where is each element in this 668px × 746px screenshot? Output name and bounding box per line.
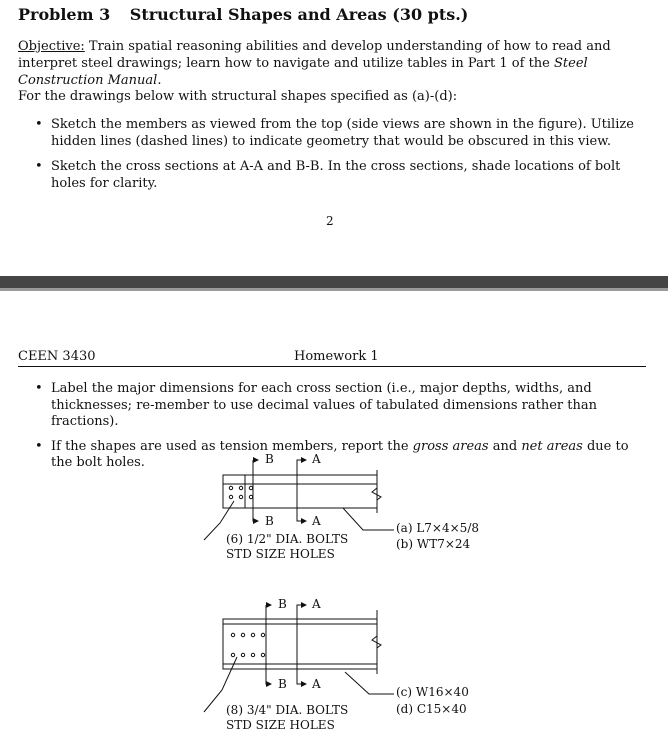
shape-d: (d) C15×40 bbox=[396, 702, 467, 716]
section-label-b: B bbox=[278, 677, 287, 691]
shape-a: (a) L7×4×5/8 bbox=[396, 521, 479, 535]
holes-spec-2: STD SIZE HOLES bbox=[226, 718, 335, 732]
bolt-hole bbox=[241, 653, 244, 656]
section-line-b-2 bbox=[266, 605, 271, 684]
objective-end: . bbox=[157, 73, 162, 88]
section-line-a-1 bbox=[297, 460, 306, 469]
bolt-hole bbox=[229, 495, 232, 498]
bullet-icon: • bbox=[35, 381, 43, 396]
section-label-a: A bbox=[312, 677, 321, 691]
section-label-a: A bbox=[312, 452, 321, 466]
bullet-icon: • bbox=[35, 159, 43, 174]
bullet-text-and: and bbox=[488, 438, 522, 454]
section-label-b: B bbox=[265, 452, 274, 466]
gross-areas-term: gross areas bbox=[412, 438, 489, 454]
objective-text: Train spatial reasoning abilities and develop understanding of how to read and interpret steel drawings; learn how to navigate and utilize tables in Part 1 of the bbox=[18, 39, 611, 71]
shape-leader-1 bbox=[343, 508, 394, 530]
section-label-a: A bbox=[312, 514, 321, 528]
bullet-text: Sketch the cross sections at A-A and B-B. In the cross sections, shade locations of bolt holes for clarity. bbox=[51, 159, 621, 191]
bolt-spec-1: (6) 1/2" DIA. BOLTS bbox=[226, 532, 349, 546]
bolt-hole bbox=[229, 486, 232, 489]
shape-leader-2 bbox=[345, 672, 394, 694]
bolt-hole bbox=[249, 486, 252, 489]
bolt-hole bbox=[231, 653, 234, 656]
page-number: 2 bbox=[326, 214, 334, 228]
problem-number: Problem 3 bbox=[18, 5, 111, 24]
holes-spec-1: STD SIZE HOLES bbox=[226, 547, 335, 561]
bolt-hole bbox=[249, 495, 252, 498]
bullet-icon: • bbox=[35, 117, 43, 132]
bolt-group-2 bbox=[231, 633, 264, 656]
section-label-a: A bbox=[312, 597, 321, 611]
assignment-name: Homework 1 bbox=[294, 349, 379, 364]
section-label-b: B bbox=[278, 597, 287, 611]
section-line-b-1 bbox=[253, 460, 258, 521]
bolt-hole bbox=[231, 633, 234, 636]
figure-1 bbox=[204, 460, 394, 540]
course-code: CEEN 3430 bbox=[18, 349, 96, 364]
problem-heading: Structural Shapes and Areas (30 pts.) bbox=[129, 5, 469, 24]
bolt-spec-2: (8) 3/4" DIA. BOLTS bbox=[226, 703, 349, 717]
section-label-b: B bbox=[265, 514, 274, 528]
bullet-text: Label the major dimensions for each cross section (i.e., major depths, widths, and thicknesses; re-member to use decimal values of tabulated dimensions rather than fractions). bbox=[51, 381, 597, 429]
shape-c: (c) W16×40 bbox=[396, 685, 469, 699]
bullet-icon: • bbox=[35, 438, 43, 454]
bolt-hole bbox=[241, 633, 244, 636]
net-areas-term: net areas bbox=[521, 438, 583, 454]
bolt-hole bbox=[239, 495, 242, 498]
bullet-text-end: due to the bolt holes. bbox=[51, 438, 629, 470]
bullet-text: Sketch the members as viewed from the top (side views are shown in the figure). Utilize hidden lines (dashed lines) to indicate geometry that would be obscured in this view. bbox=[51, 117, 634, 149]
shape-b: (b) WT7×24 bbox=[396, 537, 471, 551]
bolt-hole bbox=[251, 633, 254, 636]
member-1-outline bbox=[223, 475, 377, 508]
bolt-hole bbox=[239, 486, 242, 489]
bolt-hole bbox=[261, 633, 264, 636]
bolt-hole bbox=[261, 653, 264, 656]
section-line-a-2 bbox=[297, 605, 306, 612]
bullet-text: If the shapes are used as tension members, report the bbox=[51, 438, 413, 454]
bolt-group-1 bbox=[229, 486, 252, 498]
intro-text: For the drawings below with structural shapes specified as (a)-(d): bbox=[18, 89, 458, 104]
objective-label: Objective: bbox=[18, 39, 85, 54]
member-2-outline bbox=[223, 619, 377, 669]
figure-2 bbox=[204, 605, 394, 712]
manual-title: Steel Construction Manual bbox=[18, 56, 588, 88]
bolt-hole bbox=[251, 653, 254, 656]
